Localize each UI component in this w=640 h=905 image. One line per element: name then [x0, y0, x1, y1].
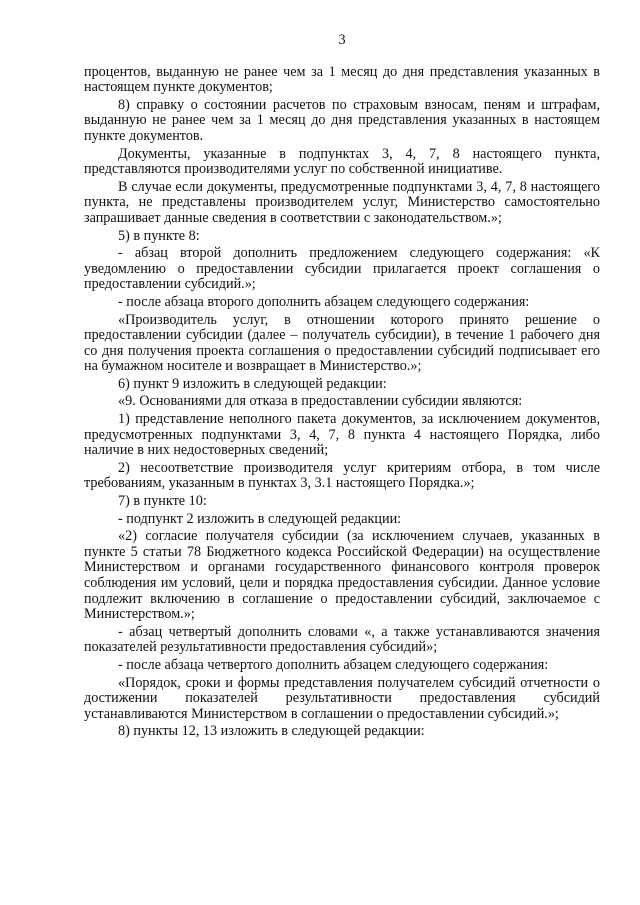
paragraph: Документы, указанные в подпунктах 3, 4, 7, 8 настоящего пункта, представляются производителями услуг по собственной инициативе. — [84, 145, 600, 178]
paragraph: 5) в пункте 8: — [118, 227, 200, 244]
paragraph: «2) согласие получателя субсидии (за исключением случаев, указанных в пункте 5 статьи 78 Бюджетного кодекса Российской Федерации) на осуществление Министерством и органами государственного финансового контроля проверок соблюдения им условий, цели и порядка предоставления субсидии. Данное условие подлежит включению в соглашение о предоставлении субсидий, заключаемое с Министерством.»; — [84, 528, 600, 623]
paragraph: - после абзаца второго дополнить абзацем следующего содержания: — [118, 293, 530, 310]
paragraph: 8) справку о состоянии расчетов по страховым взносам, пеням и штрафам, выданную не ранее чем за 1 месяц до дня представления указанных в настоящем пункте документов. — [84, 96, 600, 144]
paragraph: 6) пункт 9 изложить в следующей редакции: — [118, 375, 387, 392]
paragraph: процентов, выданную не ранее чем за 1 месяц до дня представления указанных в настоящем пункте документов; — [84, 63, 600, 96]
page-number: 3 — [338, 32, 346, 48]
paragraph: «Порядок, сроки и формы представления получателем субсидий отчетности о достижении показателей результативности предоставления субсидий устанавливаются Министерством в соглашении о предоставлении субсидий.»; — [84, 674, 600, 722]
paragraph: «Производитель услуг, в отношении которого принято решение о предоставлении субсидии (далее – получатель субсидии), в течение 1 рабочего дня со дня получения проекта соглашения о предоставлении субсидий подписывает его на бумажном носителе и возвращает в Министерство.»; — [84, 311, 600, 375]
paragraph: 1) представление неполного пакета документов, за исключением документов, предусмотренных подпунктами 3, 4, 7, 8 пункта 4 настоящего Порядка, либо наличие в них недостоверных сведений; — [84, 411, 600, 459]
paragraph: - подпункт 2 изложить в следующей редакции: — [118, 510, 402, 527]
paragraph: «9. Основаниями для отказа в предоставлении субсидии являются: — [118, 393, 523, 410]
paragraph: 7) в пункте 10: — [118, 493, 207, 510]
paragraph: 8) пункты 12, 13 изложить в следующей редакции: — [118, 723, 425, 740]
paragraph: - абзац второй дополнить предложением следующего содержания: «К уведомлению о предоставлении субсидии прилагается проект соглашения о предоставлении субсидий.»; — [84, 245, 600, 293]
paragraph: - после абзаца четвертого дополнить абзацем следующего содержания: — [118, 656, 549, 673]
document-body — [84, 65, 600, 740]
paragraph: В случае если документы, предусмотренные подпунктами 3, 4, 7, 8 настоящего пункта, не представлены производителем услуг, Министерство самостоятельно запрашивает данные сведения в соответствии с законодательством.»; — [84, 178, 600, 226]
paragraph: 2) несоответствие производителя услуг критериям отбора, в том числе требованиям, указанным в пунктах 3, 3.1 настоящего Порядка.»; — [84, 459, 600, 492]
paragraph: - абзац четвертый дополнить словами «, а также устанавливаются значения показателей результативности предоставления субсидий»; — [84, 623, 600, 656]
